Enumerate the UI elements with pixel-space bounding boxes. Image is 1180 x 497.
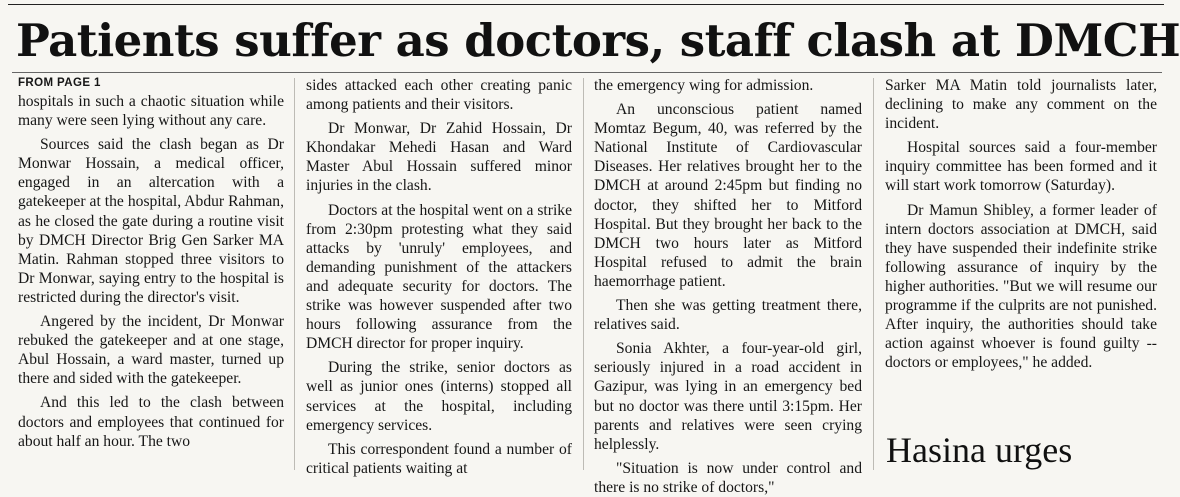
paragraph: sides attacked each other creating panic among patients and their visitors. [306,77,572,114]
headline: Patients suffer as doctors, staff clash at DMCH [16,14,1180,67]
paragraph: "Situation is now under control and there is no strike of doctors," [594,459,862,496]
next-article-headline: Hasina urges [886,430,1073,470]
article-column-4 [885,76,1157,421]
paragraph: Angered by the incident, Dr Monwar rebuked the gatekeeper and at one stage, Abul Hossain, a ward master, turned up there and sided with the gatekeeper. [18,313,284,388]
paragraph: Hospital sources said a four-member inquiry committee has been formed and it will start work tomorrow (Saturday). [885,139,1157,195]
continuation-kicker: FROM PAGE 1 [18,77,101,89]
paragraph: Then she was getting treatment there, relatives said. [594,297,862,334]
paragraph: During the strike, senior doctors as well as junior ones (interns) stopped all services at the hospital, including emergency services. [306,359,572,434]
article-column-1 [18,76,284,471]
paragraph: hospitals in such a chaotic situation while many were seen lying without any care. [18,93,284,130]
article-column-2 [306,76,572,477]
headline-rule [12,72,1162,73]
paragraph: An unconscious patient named Momtaz Begum, 40, was referred by the National Institute of Cardiovascular Diseases. Her relatives brought her to the DMCH at around 2:45pm but finding no doctor, they shifted her to Mitford Hospital. But they brought her back to the DMCH two hours later as Mitford Hospital refused to admit the brain haemorrhage patient. [594,101,862,290]
column-divider [583,78,584,470]
paragraph: Dr Monwar, Dr Zahid Hossain, Dr Khondakar Mehedi Hasan and Ward Master Abul Hossain suffered minor injuries in the clash. [306,120,572,195]
paragraph: Dr Mamun Shibley, a former leader of intern doctors association at DMCH, said they have suspended their indefinite strike following assurance of inquiry by the higher authorities. "But we will resume our programme if the culprits are not punished. After inquiry, the authorities should take action against whoever is found guilty -- doctors or employees," he added. [885,201,1157,372]
paragraph: Doctors at the hospital went on a strike from 2:30pm protesting what they said attacks by 'unruly' employees, and demanding punishment of the attackers and adequate security for doctors. The strike was however suspended after two hours following assurance from the DMCH director for proper inquiry. [306,201,572,353]
top-rule [8,4,1164,5]
column-divider [873,78,874,470]
article-column-3 [594,76,862,496]
paragraph: Sonia Akhter, a four-year-old girl, seriously injured in a road accident in Gazipur, was lying in an emergency bed but no doctor was there until 3:15pm. Her parents and relatives were seen crying helplessly. [594,340,862,453]
paragraph: This correspondent found a number of critical patients waiting at [306,440,572,477]
paragraph: And this led to the clash between doctors and employees that continued for about half an hour. The two [18,394,284,450]
paragraph: Sources said the clash began as Dr Monwar Hossain, a medical officer, engaged in an altercation with a gatekeeper at the hospital, Abdur Rahman, as he closed the gate during a routine visit by DMCH Director Brig Gen Sarker MA Matin. Rahman stopped three visitors to Dr Monwar, saying entry to the hospital is restricted during the director's visit. [18,136,284,306]
paragraph: Sarker MA Matin told journalists later, declining to make any comment on the incident. [885,77,1157,133]
paragraph: the emergency wing for admission. [594,77,814,94]
column-divider [294,78,295,470]
